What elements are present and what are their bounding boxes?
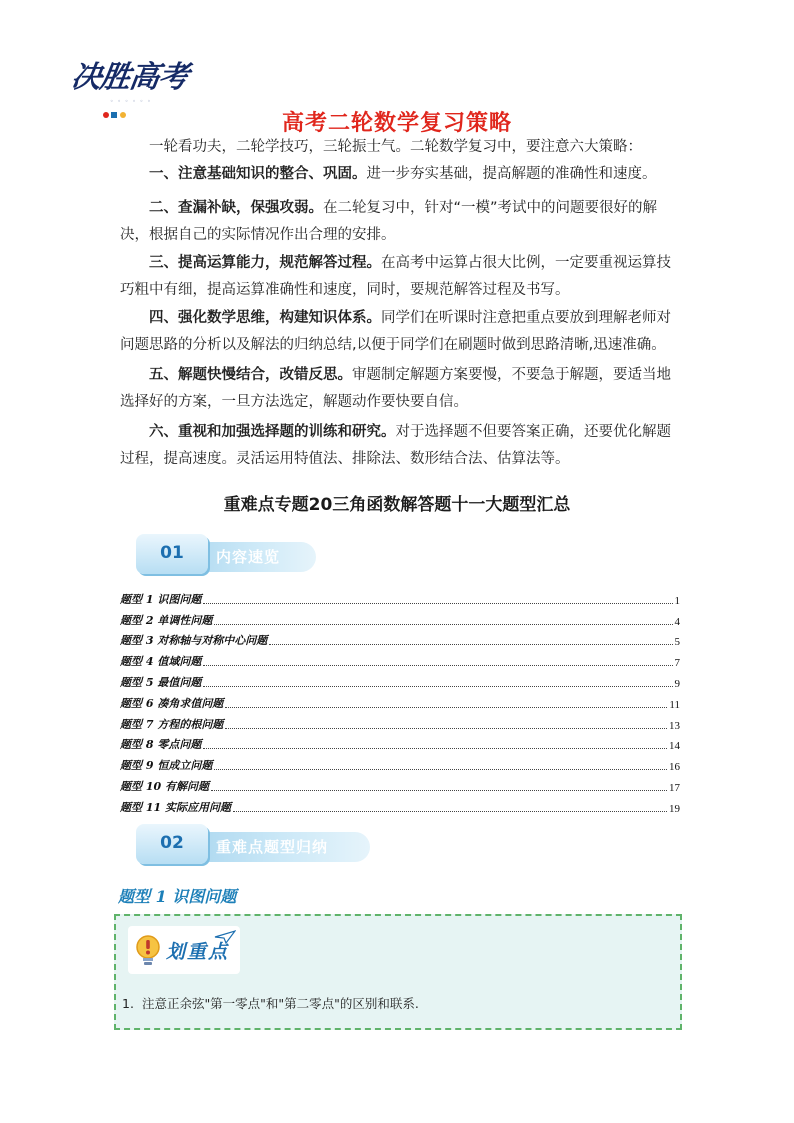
toc-leader (203, 686, 672, 687)
toc-label: 题型 11 实际应用问题 (120, 800, 231, 814)
strategy-1-text: 进一步夯实基础，提高解题的准确性和速度。 (366, 166, 657, 182)
toc-page: 16 (669, 761, 680, 774)
table-of-contents (120, 586, 680, 815)
paper-plane-icon (214, 930, 236, 944)
toc-leader (225, 707, 667, 708)
toc-label: 题型 4 值域问题 (120, 655, 202, 669)
toc-label: 题型 2 单调性问题 (120, 613, 213, 627)
toc-leader (211, 790, 667, 791)
intro-paragraph: 一轮看功夫，二轮学技巧，三轮振士气。二轮数学复习中，要注意六大策略： (149, 139, 642, 155)
strategy-4 (120, 305, 680, 359)
toc-row[interactable] (120, 669, 680, 690)
key-point-item-number: 1. (122, 996, 134, 1011)
toc-row[interactable] (120, 773, 680, 794)
toc-page: 1 (674, 594, 680, 607)
key-point-item-text: 注意正余弦"第一零点"和"第二零点"的区别和联系. (141, 996, 419, 1011)
toc-row[interactable] (120, 732, 680, 753)
toc-leader (214, 624, 672, 625)
toc-row[interactable] (120, 711, 680, 732)
toc-page: 17 (669, 781, 680, 794)
toc-page: 7 (674, 657, 680, 670)
toc-leader (203, 603, 672, 604)
strategy-2-bold: 二、查漏补缺，保强攻弱。 (149, 200, 323, 216)
toc-page: 5 (674, 636, 680, 649)
logo-sub-decoration: ◦ ◦ ◦ ◦ ◦ ◦ (110, 98, 152, 105)
key-point-box (114, 914, 682, 1030)
strategy-2 (120, 195, 680, 249)
section-badge-label: 重难点题型归纳 (216, 838, 329, 856)
subject-title: 重难点专题20三角函数解答题十一大题型汇总 (223, 495, 571, 515)
strategy-4-text: 同学们在听课时注意把重点要放到理解老师对问题思路的分析以及解法的归纳总结,以便于同学们在刷题时做到思路清晰,迅速准确。 (120, 310, 671, 353)
toc-label: 题型 9 恒成立问题 (120, 759, 213, 773)
toc-leader (233, 811, 667, 812)
strategy-3-bold: 三、提高运算能力，规范解答过程。 (149, 255, 381, 271)
strategy-6-text: 对于选择题不但要答案正确，还要优化解题过程，提高速度。灵活运用特值法、排除法、数形结合法、估算法等。 (120, 424, 671, 467)
strategy-2-text: 在二轮复习中，针对“一模”考试中的问题要很好的解决，根据自己的实际情况作出合理的安排。 (120, 200, 658, 243)
toc-leader (203, 748, 667, 749)
key-point-item (122, 994, 427, 1012)
type-1-heading: 题型 1 识图问题 (118, 887, 237, 906)
strategy-3 (120, 250, 680, 304)
toc-page: 9 (674, 677, 680, 690)
strategy-5-bold: 五、解题快慢结合，改错反思。 (149, 367, 352, 383)
toc-row[interactable] (120, 794, 680, 815)
toc-label: 题型 5 最值问题 (120, 675, 202, 689)
toc-leader (214, 769, 667, 770)
strategy-6-bold: 六、重视和加强选择题的训练和研究。 (149, 424, 396, 440)
key-point-header (128, 926, 240, 974)
strategy-6 (120, 419, 680, 473)
strategy-1-bold: 一、注意基础知识的整合、巩固。 (149, 166, 367, 182)
section-badge-number: 02 (136, 824, 208, 864)
toc-row[interactable] (120, 586, 680, 607)
toc-row[interactable] (120, 628, 680, 649)
strategy-5-text: 审题制定解题方案要慢，不要急于解题，要适当地选择好的方案，一旦方法选定，解题动作要快要自信。 (120, 367, 671, 410)
toc-page: 14 (669, 740, 680, 753)
toc-row[interactable] (120, 607, 680, 628)
toc-leader (225, 728, 667, 729)
toc-page: 4 (674, 615, 680, 628)
toc-page: 11 (669, 698, 680, 711)
toc-leader (203, 665, 672, 666)
section-badge-number: 01 (136, 534, 208, 574)
toc-row[interactable] (120, 752, 680, 773)
toc-page: 19 (669, 802, 680, 815)
toc-label: 题型 3 对称轴与对称中心问题 (120, 634, 268, 648)
section-badge-types (136, 828, 370, 864)
section-badge-overview (136, 538, 316, 574)
logo-text: 决胜高考 (69, 60, 190, 95)
section-badge-label: 内容速览 (216, 548, 281, 566)
strategy-1 (120, 161, 680, 188)
page-title: 高考二轮数学复习策略 (281, 111, 512, 136)
toc-label: 题型 1 识图问题 (120, 592, 202, 606)
key-point-title: 划重点 (166, 941, 230, 963)
toc-label: 题型 10 有解问题 (120, 779, 209, 793)
toc-label: 题型 8 零点问题 (120, 738, 202, 752)
strategy-4-bold: 四、强化数学思维，构建知识体系。 (149, 310, 381, 326)
toc-label: 题型 7 方程的根问题 (120, 717, 224, 731)
lightbulb-icon (134, 934, 162, 968)
toc-page: 13 (669, 719, 680, 732)
strategy-5 (120, 362, 680, 416)
toc-row[interactable] (120, 690, 680, 711)
toc-row[interactable] (120, 648, 680, 669)
strategy-3-text: 在高考中运算占很大比例，一定要重视运算技巧粗中有细，提高运算准确性和速度，同时，要规范解答过程及书写。 (120, 255, 671, 298)
toc-label: 题型 6 凑角求值问题 (120, 696, 224, 710)
toc-leader (269, 644, 672, 645)
